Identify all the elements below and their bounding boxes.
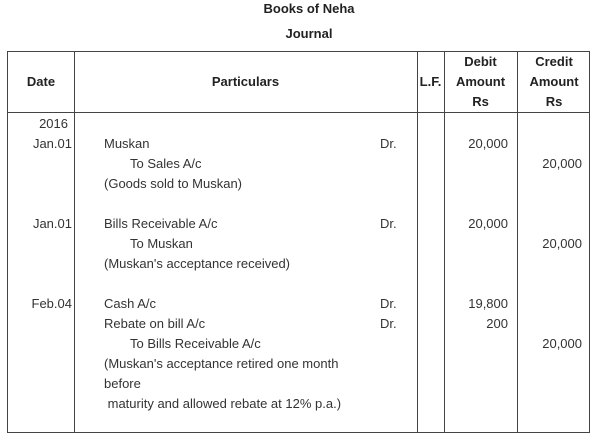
dr-marker: Dr. (380, 136, 397, 151)
column-header-debit-line: Debit (464, 54, 497, 69)
entry-date: Feb.04 (31, 296, 72, 311)
column-header-debit-line: Amount (455, 74, 506, 89)
column-header-lf: L.F. (419, 74, 442, 89)
entry-date: Jan.01 (32, 136, 72, 151)
credit-amount: 20,000 (542, 336, 582, 351)
entry-year: 2016 (39, 116, 68, 131)
column-header-credit-line: Amount (529, 74, 579, 89)
column-header-particulars: Particulars (211, 74, 280, 89)
particulars-line: Cash A/c (104, 296, 157, 311)
debit-amount: 200 (486, 316, 508, 331)
particulars-line: Bills Receivable A/c (104, 216, 218, 231)
credit-amount: 20,000 (542, 156, 582, 171)
column-divider (417, 52, 418, 432)
particulars-line: Muskan (104, 136, 150, 151)
books-title: Books of Neha (263, 1, 355, 16)
credit-amount: 20,000 (542, 236, 582, 251)
particulars-narration: maturity and allowed rebate at 12% p.a.) (104, 396, 342, 411)
particulars-narration: (Goods sold to Muskan) (104, 176, 243, 191)
column-header-debit-line: Rs (472, 94, 489, 109)
column-header-date: Date (26, 74, 56, 89)
particulars-line: To Bills Receivable A/c (130, 336, 261, 351)
particulars-line: Rebate on bill A/c (104, 316, 206, 331)
journal-table (7, 51, 590, 433)
particulars-narration: before (104, 376, 141, 391)
journal-title: Journal (285, 26, 333, 41)
entry-date: Jan.01 (32, 216, 72, 231)
particulars-narration: (Muskan's acceptance retired one month (104, 356, 339, 371)
dr-marker: Dr. (380, 316, 397, 331)
column-divider (74, 52, 75, 432)
debit-amount: 20,000 (468, 136, 508, 151)
debit-amount: 20,000 (468, 216, 508, 231)
particulars-line: To Sales A/c (130, 156, 202, 171)
particulars-line: To Muskan (130, 236, 193, 251)
particulars-narration: (Muskan's acceptance received) (104, 256, 291, 271)
dr-marker: Dr. (380, 296, 397, 311)
debit-amount: 19,800 (468, 296, 508, 311)
column-header-credit-line: Rs (545, 94, 563, 109)
header-divider (8, 112, 589, 113)
column-header-credit-line: Credit (535, 54, 573, 69)
dr-marker: Dr. (380, 216, 397, 231)
